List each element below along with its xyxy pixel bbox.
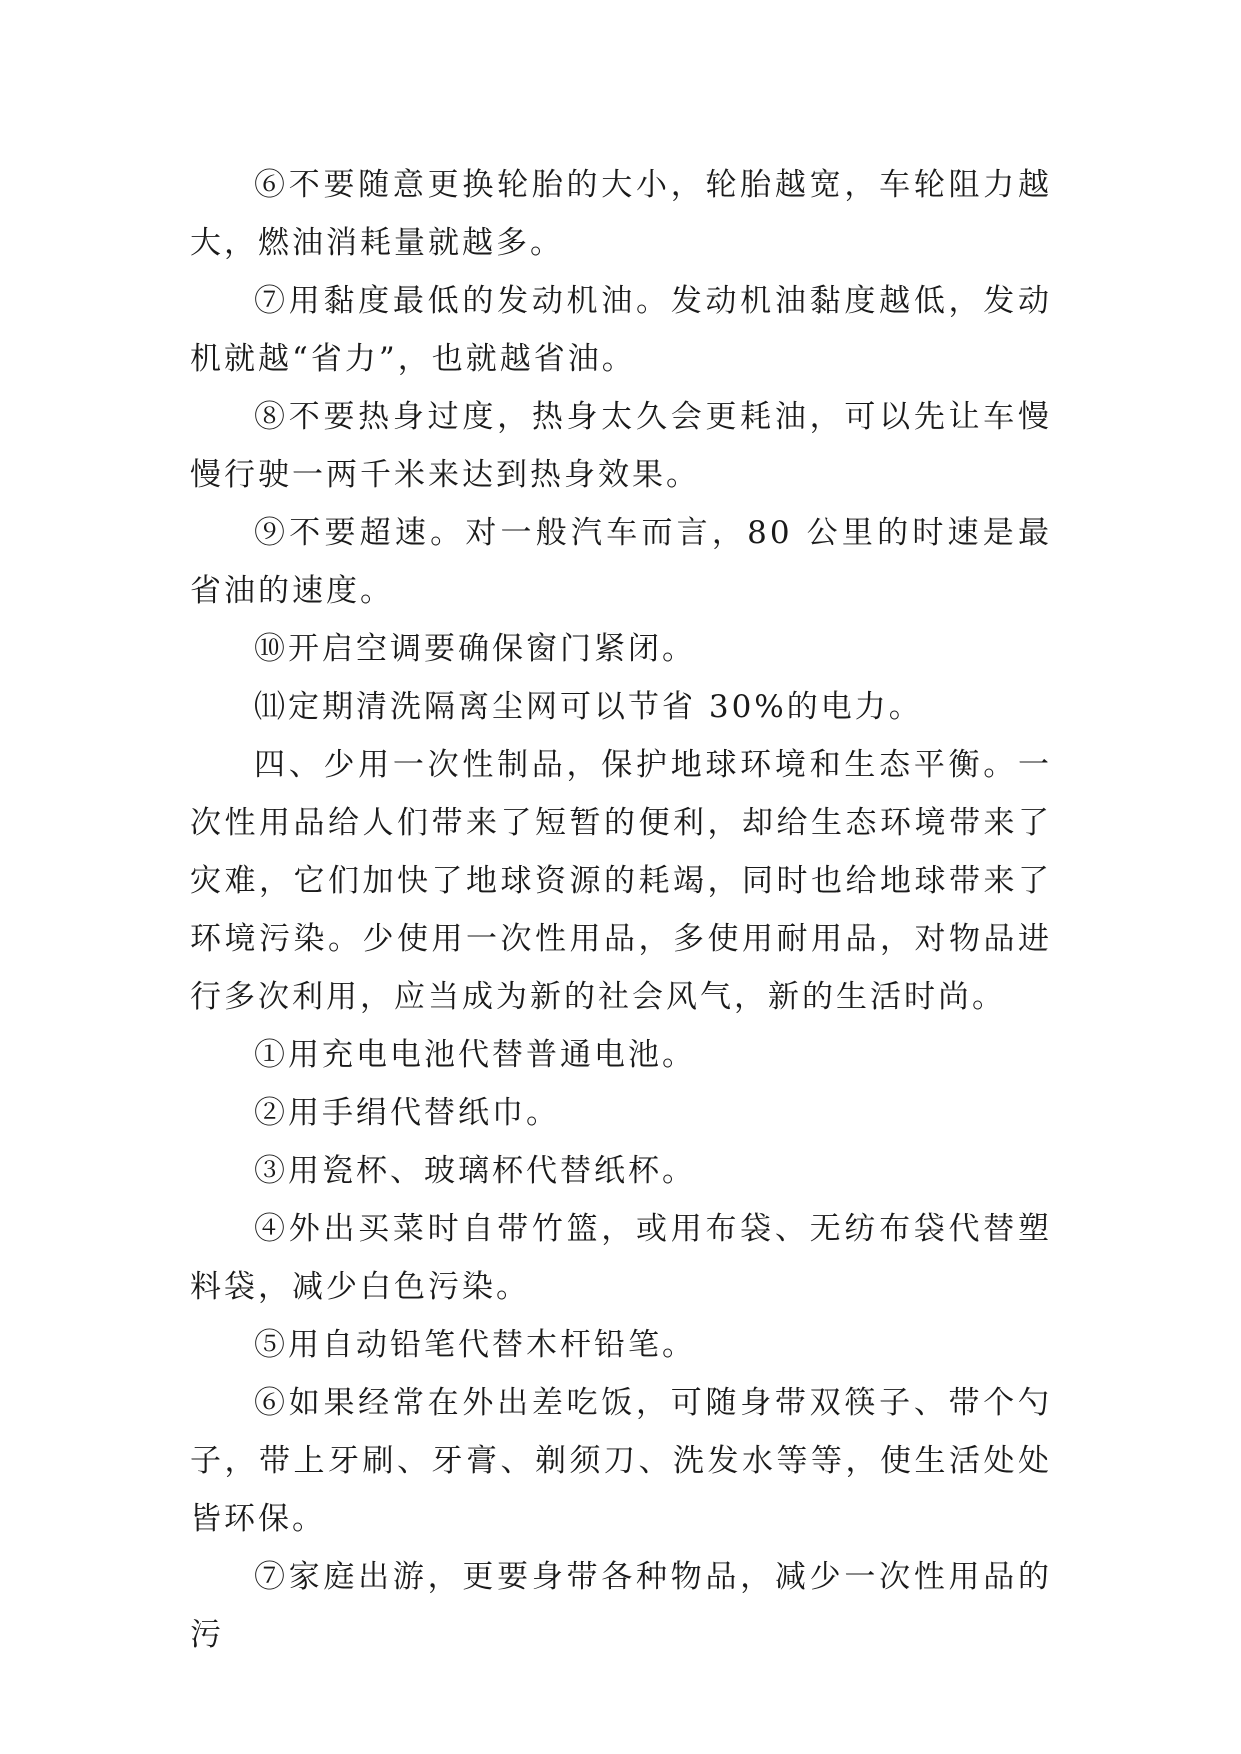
paragraph-warm-up: ⑧不要热身过度，热身太久会更耗油，可以先让车慢慢行驶一两千米来达到热身效果。 bbox=[190, 399, 1052, 493]
paragraph-handkerchief: ②用手绢代替纸巾。 bbox=[254, 1095, 560, 1131]
paragraph-shopping-bags: ④外出买菜时自带竹篮，或用布袋、无纺布袋代替塑料袋，减少白色污染。 bbox=[190, 1211, 1052, 1305]
paragraph-tire-size: ⑥不要随意更换轮胎的大小，轮胎越宽，车轮阻力越大，燃油消耗量就越多。 bbox=[190, 167, 1052, 261]
paragraph-dust-filter: ⑾定期清洗隔离尘网可以节省 30%的电力。 bbox=[254, 689, 923, 725]
paragraph-travel-utensils: ⑥如果经常在外出差吃饭，可随身带双筷子、带个勺子，带上牙刷、牙膏、剃须刀、洗发水等等，使生活处处皆环保。 bbox=[190, 1385, 1052, 1537]
paragraph-family-outing: ⑦家庭出游，更要身带各种物品，减少一次性用品的污 bbox=[190, 1559, 1052, 1653]
paragraph-engine-oil: ⑦用黏度最低的发动机油。发动机油黏度越低，发动机就越“省力”，也就越省油。 bbox=[190, 283, 1052, 377]
paragraph-mechanical-pencils: ⑤用自动铅笔代替木杆铅笔。 bbox=[254, 1327, 696, 1363]
paragraph-section-four: 四、少用一次性制品，保护地球环境和生态平衡。一次性用品给人们带来了短暂的便利，却给生态环境带来了灾难，它们加快了地球资源的耗竭，同时也给地球带来了环境污染。少使用一次性用品，多使用耐用品，对物品进行多次利用，应当成为新的社会风气，新的生活时尚。 bbox=[190, 747, 1052, 1015]
paragraph-air-conditioning: ⑩开启空调要确保窗门紧闭。 bbox=[254, 631, 696, 667]
paragraph-rechargeable-batteries: ①用充电电池代替普通电池。 bbox=[254, 1037, 696, 1073]
paragraph-speeding: ⑨不要超速。对一般汽车而言，80 公里的时速是最省油的速度。 bbox=[190, 515, 1052, 609]
document-body bbox=[190, 156, 1052, 1664]
paragraph-porcelain-cups: ③用瓷杯、玻璃杯代替纸杯。 bbox=[254, 1153, 696, 1189]
